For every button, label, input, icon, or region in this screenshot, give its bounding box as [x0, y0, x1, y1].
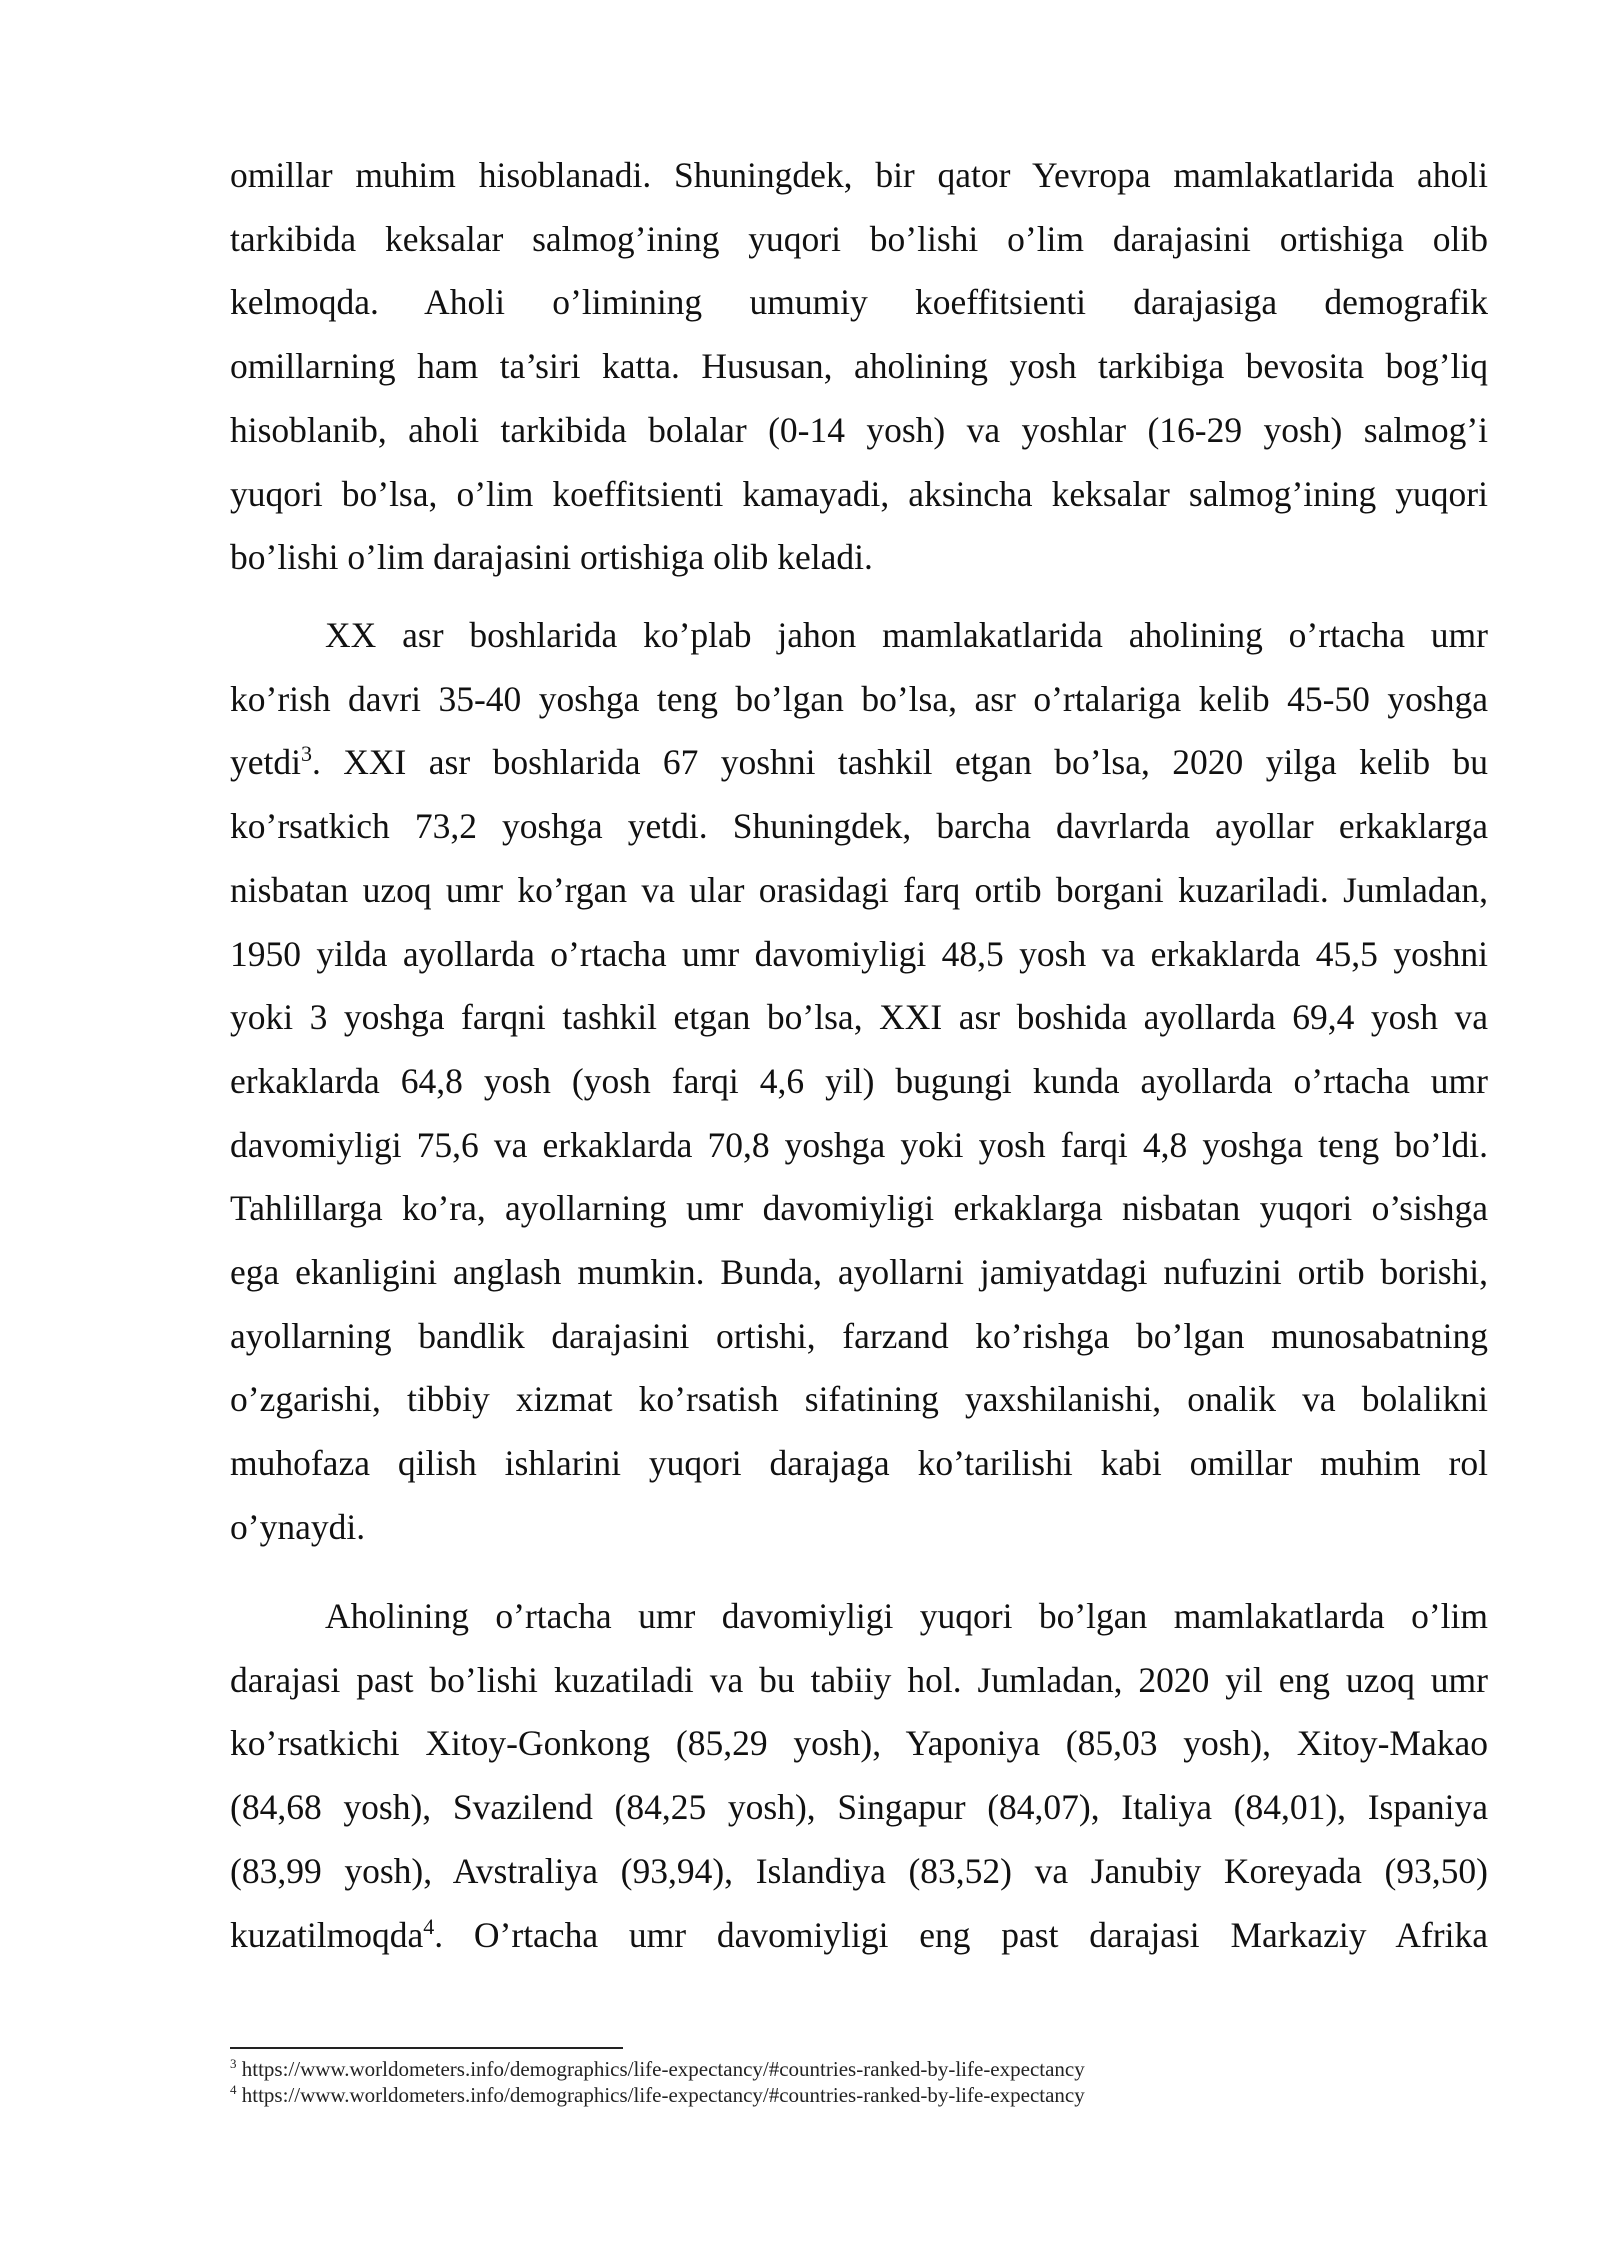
text-line: omillar muhim hisoblanadi. Shuningdek, bir qator Yevropa mamlakatlarida aholi — [230, 155, 1488, 195]
footnote-link[interactable]: https://www.worldometers.info/demographics/life-expectancy/#countries-ranked-by-life-expectancy — [236, 2057, 1085, 2081]
text-line: erkaklarda 64,8 yosh (yosh farqi 4,6 yil) bugungi kunda ayollarda o’rtacha umr — [230, 1060, 1488, 1101]
text-line: kelmoqda. Aholi o’limining umumiy koeffitsienti darajasiga demografik — [230, 282, 1488, 323]
footnote-item — [230, 2056, 1488, 2082]
paragraph-2 — [230, 604, 1488, 1560]
text-line: yoki 3 yoshga farqni tashkil etgan bo’lsa, XXI asr boshida ayollarda 69,4 yosh va — [230, 997, 1488, 1038]
footnote-number: 3 — [230, 2056, 237, 2071]
text-line: Tahlillarga ko’ra, ayollarning umr davomiyligi erkaklarga nisbatan yuqori o’sishga — [230, 1188, 1488, 1229]
text-line: ega ekanligini anglash mumkin. Bunda, ayollarni jamiyatdagi nufuzini ortib borishi, — [230, 1252, 1488, 1293]
text-line: yuqori bo’lsa, o’lim koeffitsienti kamayadi, aksincha keksalar salmog’ining yuqori — [230, 473, 1488, 514]
text-line: o’ynaydi. — [230, 1506, 366, 1547]
text-line: (83,99 yosh), Avstraliya (93,94), Islandiya (83,52) va Janubiy Koreyada (93,50) — [230, 1850, 1488, 1891]
text-line: 1950 yilda ayollarda o’rtacha umr davomiyligi 48,5 yosh va erkaklarda 45,5 yoshni — [230, 933, 1488, 974]
text-line: o’zgarishi, tibbiy xizmat ko’rsatish sifatining yaxshilanishi, onalik va bolalikni — [230, 1379, 1488, 1420]
text-line: muhofaza qilish ishlarini yuqori darajaga ko’tarilishi kabi omillar muhim rol — [230, 1443, 1488, 1484]
text-fragment: kuzatilmoqda — [230, 1914, 424, 1955]
text-line: ko’rsatkich 73,2 yoshga yetdi. Shuningdek, barcha davrlarda ayollar erkaklarga — [230, 806, 1488, 847]
text-line — [230, 731, 1488, 795]
text-line: hisoblanib, aholi tarkibida bolalar (0-14 yosh) va yoshlar (16-29 yosh) salmog’i — [230, 409, 1488, 450]
text-line: omillarning ham ta’siri katta. Hususan, aholining yosh tarkibiga bevosita bog’liq — [230, 346, 1488, 387]
footnote-item — [230, 2082, 1488, 2108]
text-line: Aholining o’rtacha umr davomiyligi yuqori bo’lgan mamlakatlarda o’lim — [325, 1596, 1488, 1636]
footnotes — [230, 2056, 1488, 2108]
text-line: nisbatan uzoq umr ko’rgan va ular orasidagi farq ortib borgani kuzariladi. Jumladan, — [230, 869, 1488, 910]
text-line: ko’rsatkichi Xitoy-Gonkong (85,29 yosh), Yaponiya (85,03 yosh), Xitoy-Makao — [230, 1723, 1488, 1764]
text-line — [230, 1904, 1488, 1968]
footnote-number: 4 — [230, 2082, 237, 2097]
text-line: (84,68 yosh), Svazilend (84,25 yosh), Singapur (84,07), Italiya (84,01), Ispaniya — [230, 1787, 1488, 1828]
text-fragment: . XXI asr boshlarida 67 yoshni tashkil etgan bo’lsa, 2020 yilga kelib bu — [311, 742, 1488, 783]
footnote-reference[interactable]: 4 — [423, 1913, 435, 1939]
text-line: davomiyligi 75,6 va erkaklarda 70,8 yoshga yoki yosh farqi 4,8 yoshga teng bo’ldi. — [230, 1124, 1488, 1165]
paragraph-1 — [230, 144, 1488, 590]
footnote-link[interactable]: https://www.worldometers.info/demographics/life-expectancy/#countries-ranked-by-life-expectancy — [236, 2083, 1085, 2107]
text-line: darajasi past bo’lishi kuzatiladi va bu tabiiy hol. Jumladan, 2020 yil eng uzoq umr — [230, 1659, 1488, 1700]
footnote-separator — [230, 2047, 623, 2049]
text-line: bo’lishi o’lim darajasini ortishiga olib keladi. — [230, 537, 873, 578]
paragraph-3 — [230, 1585, 1488, 1967]
footnote-reference[interactable]: 3 — [300, 741, 312, 767]
text-line: ayollarning bandlik darajasini ortishi, farzand ko’rishga bo’lgan munosabatning — [230, 1315, 1488, 1356]
text-fragment: . O’rtacha umr davomiyligi eng past darajasi Markaziy Afrika — [434, 1914, 1488, 1955]
text-line: XX asr boshlarida ko’plab jahon mamlakatlarida aholining o’rtacha umr — [325, 615, 1488, 655]
text-line: tarkibida keksalar salmog’ining yuqori bo’lishi o’lim darajasini ortishiga olib — [230, 218, 1488, 259]
text-line: ko’rish davri 35-40 yoshga teng bo’lgan bo’lsa, asr o’rtalariga kelib 45-50 yoshga — [230, 678, 1488, 719]
text-fragment: yetdi — [230, 742, 301, 783]
